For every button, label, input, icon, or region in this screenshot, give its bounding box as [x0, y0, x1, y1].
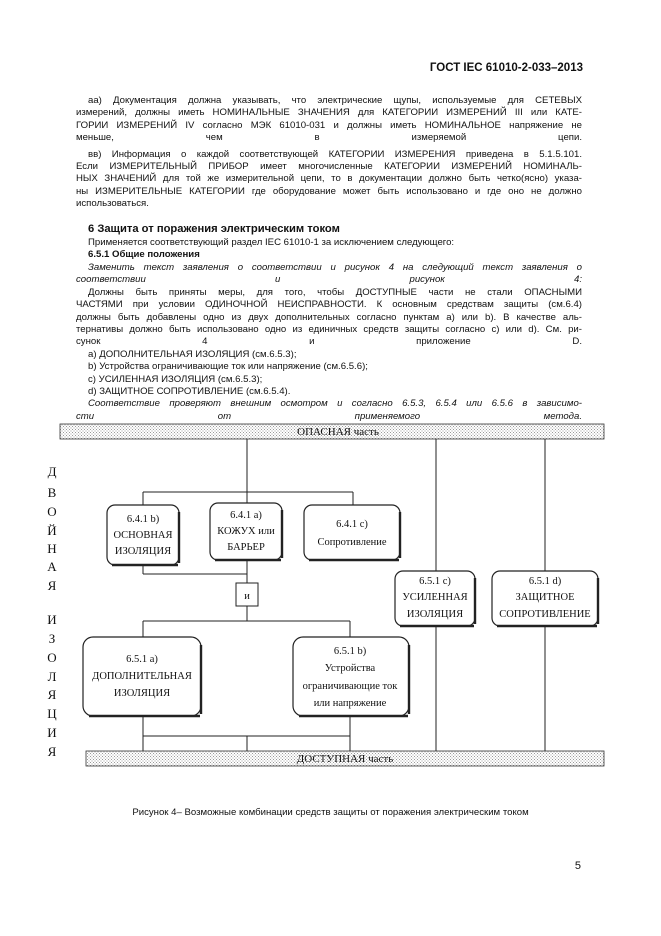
text-line: измерений, должны иметь НОМИНАЛЬНЫЕ ЗНАЧЕНИЯ для КАТЕГОРИИ ИЗМЕРЕНИЙ III или КАТЕ- [76, 107, 582, 119]
text-line: соответствии и рисунок 4: [76, 274, 582, 286]
box-label: или напряжение [313, 698, 387, 709]
text-line: аа) Документация должна указывать, что электрические щупы, используемые для СЕТЕВЫХ [88, 95, 582, 106]
box-label: ИЗОЛЯЦИЯ [114, 546, 172, 557]
side-letter: В [47, 485, 57, 500]
box-label: ДОПОЛНИТЕЛЬНАЯ [92, 671, 192, 682]
box-impedance [304, 505, 400, 560]
box-limiting-devices [293, 637, 409, 716]
side-letter: И [47, 612, 57, 627]
text-line: сти от применяемого метода. [76, 410, 582, 422]
list-item: а) ДОПОЛНИТЕЛЬНАЯ ИЗОЛЯЦИЯ (см.6.5.3); [88, 348, 297, 360]
box-protective-impedance [492, 571, 598, 626]
and-box [236, 583, 258, 606]
text-line: тернативы должно быть использовано одно из единичных средств защиты согласно с) или d). См. ри- [76, 323, 582, 335]
side-letter: Я [47, 578, 57, 593]
accessible-part-label: ДОСТУПНАЯ часть [296, 753, 394, 765]
section-title: 6 Защита от поражения электрическим током [88, 222, 340, 235]
text-line: Соответствие проверяют внешним осмотром и согласно 6.5.3, 6.5.4 или 6.5.6 в зависимо- [88, 398, 582, 410]
box-label: 6.5.1 a) [126, 654, 158, 665]
side-letter: Я [47, 687, 57, 702]
box-supplementary-insulation [83, 637, 201, 716]
box-enclosure-barrier [210, 503, 282, 560]
box-label: 6.4.1 b) [126, 514, 160, 525]
main-requirement [76, 286, 582, 349]
list-item: d) ЗАЩИТНОЕ СОПРОТИВЛЕНИЕ (см.6.5.4). [88, 385, 291, 397]
side-letter: И [47, 725, 57, 740]
section-intro: Применяется соответствующий раздел IEC 61010-1 за исключением следующего: [88, 237, 455, 249]
side-letter: Н [47, 541, 57, 556]
box-label: УСИЛЕННАЯ [402, 592, 468, 603]
text-line: должны быть добавлены одно из двух дополнительных согласно пунктам а) или b). В качестве аль- [76, 311, 582, 323]
text-line: Заменить текст заявления о соответствии и рисунок 4 на следующий текст заявления о [88, 261, 582, 273]
box-label: ЗАЩИТНОЕ [515, 592, 575, 603]
document-header: ГОСТ IEC 61010-2-033–2013 [429, 62, 583, 74]
figure-caption: Рисунок 4– Возможные комбинации средств защиты от поражения электрическим током [132, 807, 529, 818]
body-text [76, 95, 582, 423]
box-reinforced-insulation [395, 571, 475, 626]
box-label: ИЗОЛЯЦИЯ [406, 609, 464, 620]
text-line: использоваться. [76, 198, 149, 210]
text-line: ЧАСТЯМИ при условии ОДИНОЧНОЙ НЕИСПРАВНОСТИ. К основным средствам защиты (см.6.4) [76, 299, 582, 311]
box-label: КОЖУХ или [217, 526, 275, 537]
side-letter: Я [47, 744, 57, 759]
text-line: НЫХ ЗНАЧЕНИЙ для той же измерительной цепи, то в документации должно быть четко(ясно) указа- [76, 173, 582, 185]
hazardous-part-label: ОПАСНАЯ часть [297, 426, 379, 438]
box-label: 6.4.1 a) [230, 510, 262, 521]
text-line: Если ИЗМЕРИТЕЛЬНЫЙ ПРИБОР имеет многочисленные КАТЕГОРИИ ИЗМЕРЕНИЙ НОМИНАЛЬ- [76, 161, 582, 173]
box-basic-insulation [107, 505, 179, 565]
side-letter: Д [47, 464, 57, 479]
side-label-insulation [47, 612, 57, 759]
side-label-double [47, 464, 57, 593]
box-label: 6.4.1 c) [336, 519, 368, 530]
text-line: ны ИЗМЕРИТЕЛЬНЫЕ КАТЕГОРИИ где оборудование может быть использовано и где оно не должно [76, 185, 582, 197]
side-letter: О [47, 504, 57, 519]
subsection-title: 6.5.1 Общие положения [88, 249, 200, 261]
box-label: ограничивающие ток [302, 681, 398, 692]
and-label: и [244, 591, 250, 602]
page-number: 5 [574, 860, 581, 872]
box-label: 6.5.1 b) [333, 646, 367, 657]
text-line: ГОРИИ ИЗМЕРЕНИЙ IV согласно МЭК 61010-031 и должны иметь НОМИНАЛЬНОЕ напряжение не [76, 119, 582, 131]
box-label: СОПРОТИВЛЕНИЕ [499, 609, 591, 620]
box-label: Устройства [324, 663, 376, 674]
compliance-check [76, 398, 582, 423]
paragraph-aa [76, 95, 582, 145]
paragraph-vv [76, 148, 582, 211]
text-line: меньше, чем в измеряемой цепи. [76, 132, 582, 144]
side-letter: Ц [47, 706, 57, 721]
box-label: БАРЬЕР [227, 542, 265, 553]
side-letter: Й [47, 523, 57, 538]
list-item: с) УСИЛЕННАЯ ИЗОЛЯЦИЯ (см.6.5.3); [88, 373, 263, 385]
text-line: сунок 4 и приложение D. [76, 336, 582, 348]
side-letter: О [47, 650, 57, 665]
replace-instruction [76, 261, 582, 287]
box-label: 6.5.1 d) [528, 576, 562, 587]
text-line: вв) Информация о каждой соответствующей КАТЕГОРИИ ИЗМЕРЕНИЯ приведена в 5.1.5.101. [88, 148, 582, 160]
side-letter: А [47, 559, 57, 574]
text-line: Должны быть приняты меры, для того, чтобы ДОСТУПНЫЕ части не стали ОПАСНЫМИ [88, 286, 582, 298]
side-letter: Л [47, 669, 57, 684]
box-label: ИЗОЛЯЦИЯ [113, 688, 171, 699]
box-label: 6.5.1 c) [419, 576, 451, 587]
box-label: Сопротивление [317, 537, 387, 548]
side-letter: З [48, 631, 56, 646]
box-label: ОСНОВНАЯ [113, 530, 173, 541]
list-item: b) Устройства ограничивающие ток или напряжение (см.6.5.6); [88, 361, 368, 373]
